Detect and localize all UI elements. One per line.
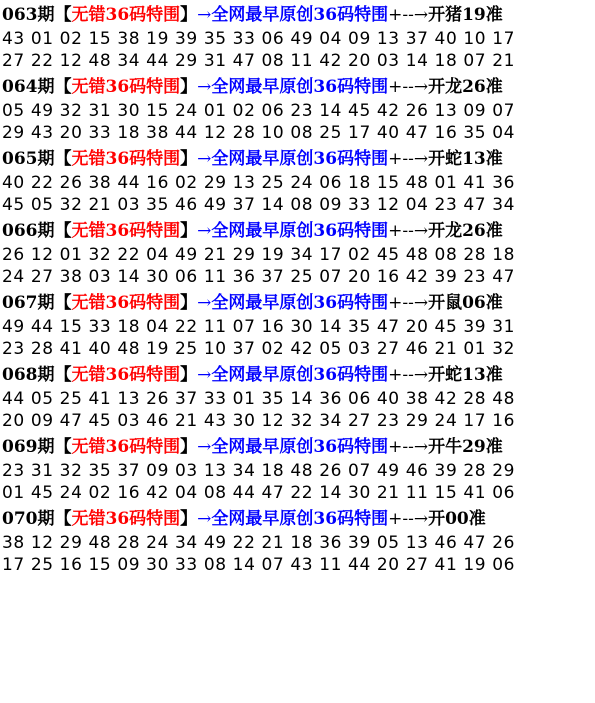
period-number: 070期 [2, 509, 55, 529]
period-number: 069期 [2, 437, 55, 457]
bracket-close: 】 [180, 221, 198, 241]
arrow-icon: → [197, 437, 212, 457]
connector-arrow: +--→ [388, 437, 429, 457]
bracket-close: 】 [180, 77, 198, 97]
number-line-1: 40 22 26 38 44 16 02 29 13 25 24 06 18 15 48 01 41 36 [2, 173, 516, 193]
red-title: 无错36码特围 [71, 221, 181, 241]
blue-slogan: 全网最早原创36码特围 [211, 437, 389, 457]
result-text: 开猪19准 [428, 5, 503, 25]
prediction-board [2, 2, 593, 578]
arrow-icon: → [197, 293, 212, 313]
period-header [2, 434, 593, 460]
bracket-close: 】 [180, 365, 198, 385]
bracket-open: 【 [54, 437, 72, 457]
number-line-2: 20 09 47 45 03 46 21 43 30 12 32 34 27 23 29 24 17 16 [2, 411, 516, 431]
result-text: 开鼠06准 [428, 293, 503, 313]
red-title: 无错36码特围 [71, 437, 181, 457]
period-number: 063期 [2, 5, 55, 25]
period-header [2, 74, 593, 100]
bracket-open: 【 [54, 509, 72, 529]
result-text: 开蛇13准 [428, 149, 503, 169]
result-text: 开龙26准 [428, 221, 503, 241]
number-line-2: 24 27 38 03 14 30 06 11 36 37 25 07 20 16 42 39 23 47 [2, 267, 516, 287]
period-block-068 [2, 362, 593, 434]
bracket-open: 【 [54, 221, 72, 241]
red-title: 无错36码特围 [71, 5, 181, 25]
connector-arrow: +--→ [388, 293, 429, 313]
period-header [2, 362, 593, 388]
result-text: 开牛29准 [428, 437, 503, 457]
bracket-close: 】 [180, 149, 198, 169]
blue-slogan: 全网最早原创36码特围 [211, 149, 389, 169]
bracket-close: 】 [180, 293, 198, 313]
arrow-icon: → [197, 509, 212, 529]
bracket-open: 【 [54, 293, 72, 313]
period-block-070 [2, 506, 593, 578]
number-line-1: 49 44 15 33 18 04 22 11 07 16 30 14 35 47 20 45 39 31 [2, 317, 516, 337]
red-title: 无错36码特围 [71, 77, 181, 97]
blue-slogan: 全网最早原创36码特围 [211, 5, 389, 25]
period-block-065 [2, 146, 593, 218]
arrow-icon: → [197, 5, 212, 25]
connector-arrow: +--→ [388, 509, 429, 529]
blue-slogan: 全网最早原创36码特围 [211, 77, 389, 97]
blue-slogan: 全网最早原创36码特围 [211, 509, 389, 529]
arrow-icon: → [197, 365, 212, 385]
blue-slogan: 全网最早原创36码特围 [211, 293, 389, 313]
connector-arrow: +--→ [388, 77, 429, 97]
number-line-2: 29 43 20 33 18 38 44 12 28 10 08 25 17 40 47 16 35 04 [2, 123, 516, 143]
bracket-close: 】 [180, 437, 198, 457]
number-line-1: 44 05 25 41 13 26 37 33 01 35 14 36 06 40 38 42 28 48 [2, 389, 516, 409]
period-number: 066期 [2, 221, 55, 241]
bracket-open: 【 [54, 5, 72, 25]
result-text: 开龙26准 [428, 77, 503, 97]
bracket-close: 】 [180, 5, 198, 25]
period-number: 064期 [2, 77, 55, 97]
arrow-icon: → [197, 149, 212, 169]
period-number: 065期 [2, 149, 55, 169]
number-line-1: 43 01 02 15 38 19 39 35 33 06 49 04 09 13 37 40 10 17 [2, 29, 516, 49]
period-block-069 [2, 434, 593, 506]
period-number: 067期 [2, 293, 55, 313]
connector-arrow: +--→ [388, 5, 429, 25]
number-line-2: 45 05 32 21 03 35 46 49 37 14 08 09 33 12 04 23 47 34 [2, 195, 516, 215]
period-block-064 [2, 74, 593, 146]
connector-arrow: +--→ [388, 149, 429, 169]
bracket-close: 】 [180, 509, 198, 529]
bracket-open: 【 [54, 149, 72, 169]
connector-arrow: +--→ [388, 365, 429, 385]
number-line-2: 27 22 12 48 34 44 29 31 47 08 11 42 20 03 14 18 07 21 [2, 51, 516, 71]
period-header [2, 506, 593, 532]
blue-slogan: 全网最早原创36码特围 [211, 221, 389, 241]
period-header [2, 290, 593, 316]
blue-slogan: 全网最早原创36码特围 [211, 365, 389, 385]
number-line-1: 26 12 01 32 22 04 49 21 29 19 34 17 02 45 48 08 28 18 [2, 245, 516, 265]
result-text: 开蛇13准 [428, 365, 503, 385]
result-text: 开00准 [428, 509, 486, 529]
bracket-open: 【 [54, 365, 72, 385]
period-block-063 [2, 2, 593, 74]
period-header [2, 218, 593, 244]
number-line-2: 17 25 16 15 09 30 33 08 14 07 43 11 44 20 27 41 19 06 [2, 555, 516, 575]
number-line-2: 23 28 41 40 48 19 25 10 37 02 42 05 03 27 46 21 01 32 [2, 339, 516, 359]
number-line-1: 38 12 29 48 28 24 34 49 22 21 18 36 39 05 13 46 47 26 [2, 533, 516, 553]
connector-arrow: +--→ [388, 221, 429, 241]
red-title: 无错36码特围 [71, 149, 181, 169]
number-line-1: 23 31 32 35 37 09 03 13 34 18 48 26 07 49 46 39 28 29 [2, 461, 516, 481]
red-title: 无错36码特围 [71, 509, 181, 529]
red-title: 无错36码特围 [71, 293, 181, 313]
red-title: 无错36码特围 [71, 365, 181, 385]
number-line-2: 01 45 24 02 16 42 04 08 44 47 22 14 30 21 11 15 41 06 [2, 483, 516, 503]
period-header [2, 146, 593, 172]
period-block-067 [2, 290, 593, 362]
bracket-open: 【 [54, 77, 72, 97]
arrow-icon: → [197, 77, 212, 97]
period-header [2, 2, 593, 28]
period-number: 068期 [2, 365, 55, 385]
period-block-066 [2, 218, 593, 290]
number-line-1: 05 49 32 31 30 15 24 01 02 06 23 14 45 42 26 13 09 07 [2, 101, 516, 121]
arrow-icon: → [197, 221, 212, 241]
